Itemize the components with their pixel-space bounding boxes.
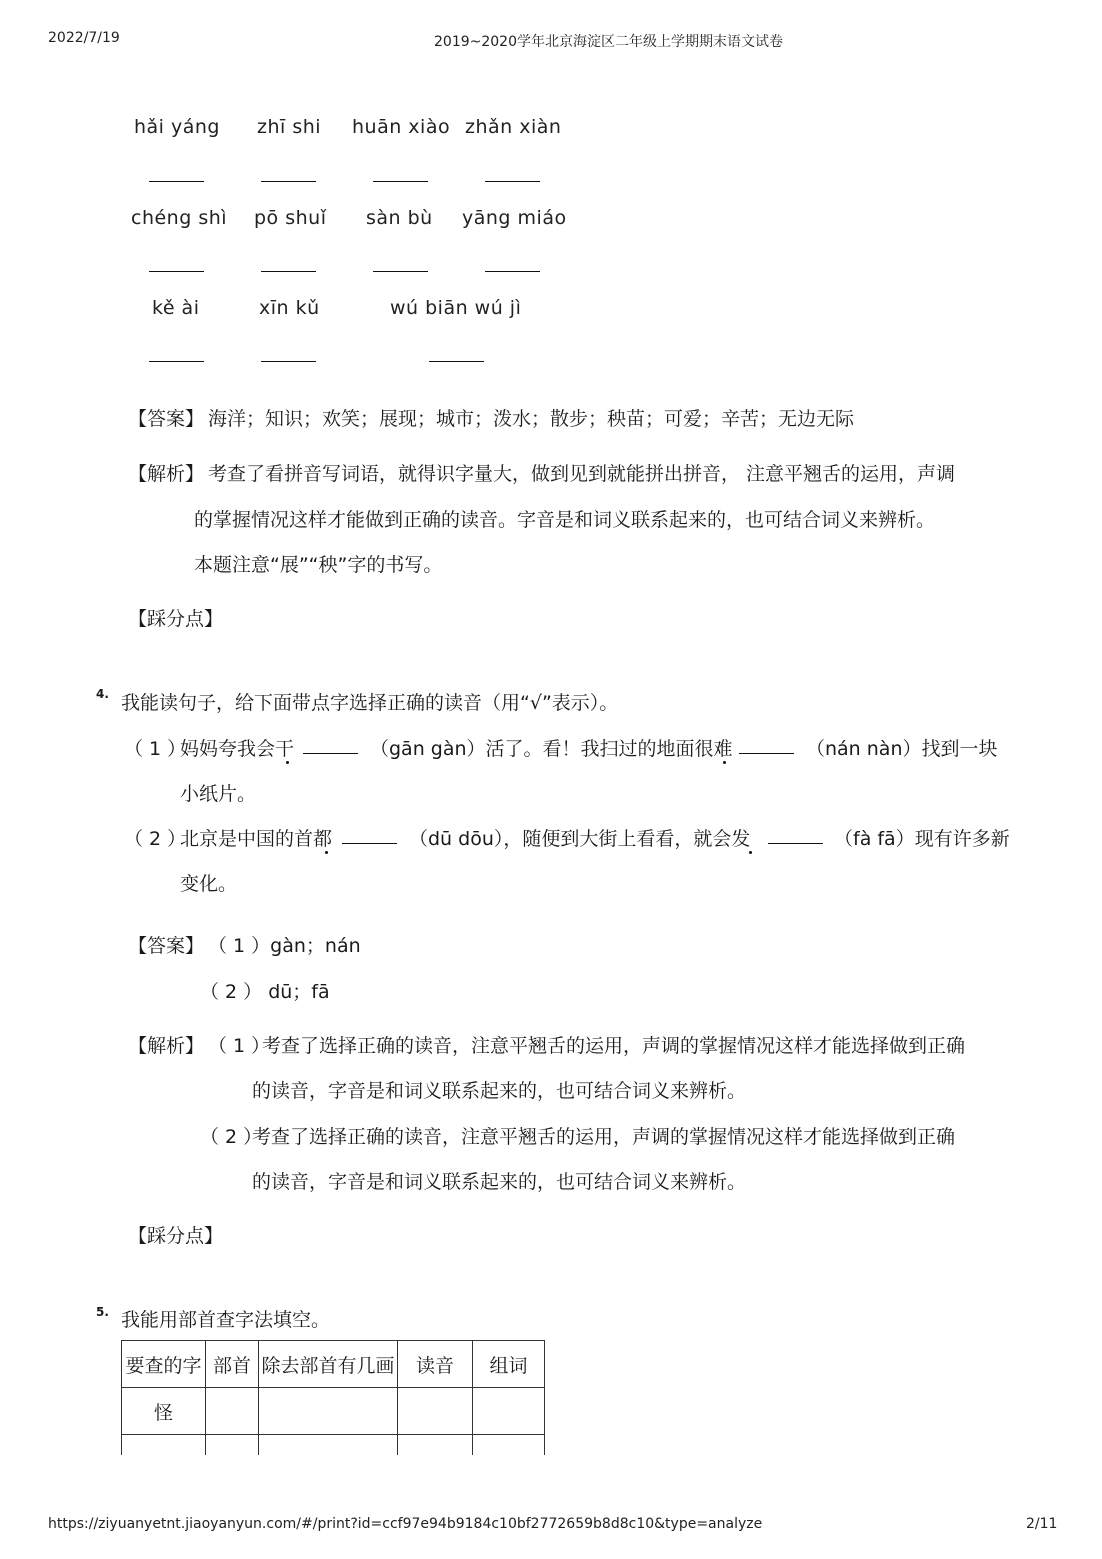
table-header-cell: 要查的字 <box>122 1341 206 1388</box>
question-stem: 我能读句子，给下面带点字选择正确的读音（用“√”表示）。 <box>121 692 619 714</box>
sub-question-label: （ 2 ） <box>200 1126 263 1148</box>
answer-blank <box>739 753 794 754</box>
answer-text: 海洋；知识；欢笑；展现；城市；泼水；散步；秧苗；可爱；辛苦；无边无际 <box>208 408 855 430</box>
sentence-text: 小纸片。 <box>180 783 257 805</box>
answer-blank <box>485 181 540 182</box>
pinyin-item: chéng shì <box>131 207 228 229</box>
answer-blank <box>373 181 428 182</box>
table-cell <box>122 1435 206 1456</box>
points-label: 【踩分点】 <box>128 608 224 630</box>
sentence-text: （fà fā）现有许多新 <box>834 828 1010 850</box>
answer-blank <box>261 181 316 182</box>
points-label: 【踩分点】 <box>128 1225 224 1247</box>
table-cell <box>473 1435 545 1456</box>
table-cell[interactable] <box>398 1388 473 1435</box>
answer-blank <box>768 843 823 844</box>
emphasis-dot <box>325 851 328 854</box>
answer-blank <box>261 361 316 362</box>
document-title: 2019~2020学年北京海淀区二年级上学期期末语文试卷 <box>434 34 783 50</box>
answer-blank <box>373 271 428 272</box>
answer-blank <box>261 271 316 272</box>
analysis-text: 考查了看拼音写词语，就得识字量大，做到见到就能拼出拼音， 注意平翘舌的运用，声调 <box>208 463 956 485</box>
table-cell: 怪 <box>122 1388 206 1435</box>
sub-question-label: （ 1 ） <box>208 1035 271 1057</box>
pinyin-item: sàn bù <box>366 207 433 229</box>
pinyin-item: hǎi yáng <box>134 116 220 138</box>
answer-label: 【答案】 <box>128 935 205 957</box>
table-row <box>122 1388 545 1435</box>
sentence-text: 变化。 <box>180 873 238 895</box>
emphasis-dot <box>723 761 726 764</box>
radical-lookup-table <box>121 1340 545 1455</box>
analysis-text: 的读音，字音是和词义联系起来的，也可结合词义来辨析。 <box>252 1080 747 1102</box>
answer-text: （ 1 ）gàn；nán <box>208 935 361 957</box>
question-number: 5. <box>96 1305 109 1319</box>
table-cell <box>398 1435 473 1456</box>
analysis-text: 的掌握情况这样才能做到正确的读音。字音是和词义联系起来的，也可结合词义来辨析。 <box>194 509 936 531</box>
sentence-text: （gān gàn）活了。看！我扫过的地面很难 <box>370 738 733 760</box>
table-cell[interactable] <box>473 1388 545 1435</box>
analysis-text: 的读音，字音是和词义联系起来的，也可结合词义来辨析。 <box>252 1171 747 1193</box>
table-header-cell: 组词 <box>473 1341 545 1388</box>
page-number: 2/11 <box>1026 1516 1058 1532</box>
analysis-text: 本题注意“展”“秧”字的书写。 <box>194 554 443 576</box>
table-cell <box>259 1435 398 1456</box>
table-header-cell: 读音 <box>398 1341 473 1388</box>
pinyin-item: xīn kǔ <box>259 297 320 319</box>
pinyin-item: zhī shi <box>257 116 322 138</box>
table-cell[interactable] <box>206 1388 259 1435</box>
question-number: 4. <box>96 687 109 701</box>
sub-question-label: （ 2 ） <box>124 828 187 850</box>
pinyin-item: zhǎn xiàn <box>465 116 562 138</box>
answer-blank <box>149 181 204 182</box>
sentence-text: 妈妈夸我会干 <box>180 738 295 760</box>
sentence-text: （dū dōu），随便到大街上看看，就会发 <box>409 828 751 850</box>
table-row <box>122 1435 545 1456</box>
analysis-text: 考查了选择正确的读音，注意平翘舌的运用，声调的掌握情况这样才能选择做到正确 <box>252 1126 956 1148</box>
sentence-text: 北京是中国的首都 <box>180 828 333 850</box>
answer-blank <box>429 361 484 362</box>
table-header-row <box>122 1341 545 1388</box>
emphasis-dot <box>749 851 752 854</box>
pinyin-item: wú biān wú jì <box>390 297 522 319</box>
sub-question-label: （ 1 ） <box>124 738 187 760</box>
answer-blank <box>342 843 397 844</box>
table-header-cell: 除去部首有几画 <box>259 1341 398 1388</box>
pinyin-item: kě ài <box>152 297 200 319</box>
answer-blank <box>149 271 204 272</box>
answer-text: （ 2 ） dū；fā <box>200 981 330 1003</box>
answer-blank <box>149 361 204 362</box>
table-cell <box>206 1435 259 1456</box>
table-cell[interactable] <box>259 1388 398 1435</box>
pinyin-item: yāng miáo <box>462 207 567 229</box>
answer-blank <box>303 753 358 754</box>
sentence-text: （nán nàn）找到一块 <box>806 738 998 760</box>
pinyin-item: pō shuǐ <box>254 207 327 229</box>
pinyin-item: huān xiào <box>352 116 451 138</box>
answer-label: 【答案】 <box>128 408 205 430</box>
analysis-text: 考查了选择正确的读音，注意平翘舌的运用，声调的掌握情况这样才能选择做到正确 <box>262 1035 966 1057</box>
footer-url: https://ziyuanyetnt.jiaoyanyun.com/#/print?id=ccf97e94b9184c10bf2772659b8d8c10&type=analyze <box>48 1516 763 1532</box>
answer-blank <box>485 271 540 272</box>
analysis-label: 【解析】 <box>128 463 205 485</box>
emphasis-dot <box>286 761 289 764</box>
print-date: 2022/7/19 <box>48 30 120 46</box>
question-stem: 我能用部首查字法填空。 <box>121 1309 331 1331</box>
analysis-label: 【解析】 <box>128 1035 205 1057</box>
table-header-cell: 部首 <box>206 1341 259 1388</box>
